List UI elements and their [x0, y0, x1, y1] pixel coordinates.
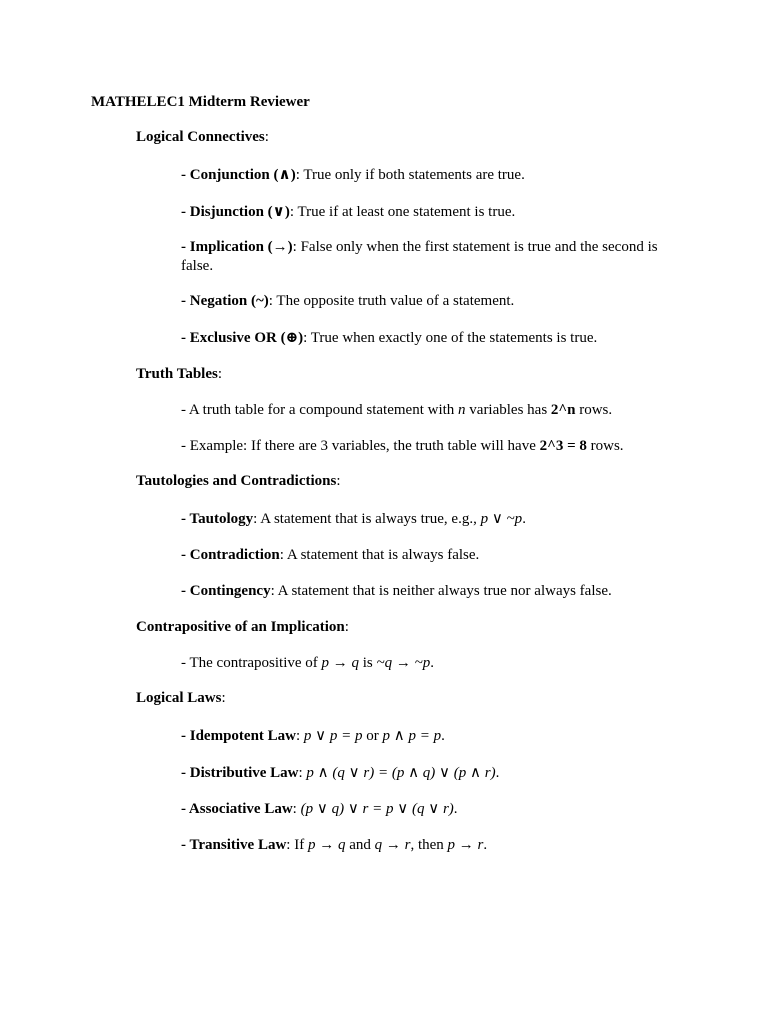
formula: p → q [307, 837, 346, 853]
item-conjunction [181, 166, 671, 185]
item-tautology [181, 510, 671, 529]
section-heading-contrapositive [136, 619, 349, 636]
formula: p ∨ p = p [303, 728, 363, 744]
formula: p ∧ p = p [382, 728, 442, 744]
item-text: variables has [465, 402, 551, 418]
item-text: . [430, 655, 435, 671]
item-exclusive-or [181, 329, 671, 348]
variable: n [458, 402, 466, 418]
item-label: - Conjunction (∧) [181, 167, 296, 183]
formula: p → r [447, 837, 484, 853]
item-text: . [483, 837, 488, 853]
formula: 2^n [550, 402, 576, 418]
formula: q → r [374, 837, 411, 853]
item-label: - Negation (~) [181, 293, 269, 309]
item-idempotent-law [181, 727, 671, 746]
item-text: : True only if both statements are true. [295, 167, 525, 183]
item-truth-table-rows [181, 401, 671, 420]
section-heading-logical-laws [136, 690, 226, 707]
section-heading-tautologies [136, 473, 341, 490]
item-text: is [359, 655, 377, 671]
item-text: . [522, 511, 526, 527]
item-label: - Exclusive OR (⊕) [181, 330, 304, 346]
heading-text: Contrapositive of an Implication [136, 619, 345, 635]
item-text: - A truth table for a compound statement with [181, 402, 459, 418]
item-associative-law [181, 800, 671, 819]
item-contingency [181, 582, 671, 601]
item-label: - Contingency [181, 583, 271, 599]
item-text: . [441, 728, 445, 744]
item-contradiction [181, 546, 671, 565]
item-transitive-law [181, 836, 671, 855]
item-text: : False only when the first statement is true and the second is false. [181, 239, 658, 274]
heading-colon: : [344, 619, 349, 635]
heading-text: Logical Laws [136, 690, 222, 706]
formula: p ∧ (q ∨ r) = (p ∧ q) ∨ (p ∧ r) [306, 765, 496, 781]
item-text: : [298, 765, 307, 781]
item-implication [181, 238, 671, 276]
heading-text: Truth Tables [136, 366, 218, 382]
item-text: rows. [586, 438, 624, 454]
item-text: : A statement that is always true, e.g., [253, 511, 481, 527]
heading-colon: : [221, 690, 226, 706]
item-text: : True if at least one statement is true. [289, 204, 516, 220]
item-text: , then [410, 837, 448, 853]
item-label: - Idempotent Law [181, 728, 296, 744]
item-disjunction [181, 203, 671, 222]
item-text: rows. [575, 402, 613, 418]
item-text: - The contrapositive of [181, 655, 322, 671]
formula: 2^3 = 8 [539, 438, 587, 454]
item-label: - Transitive Law [181, 837, 287, 853]
item-text: - Example: If there are 3 variables, the truth table will have [181, 438, 540, 454]
heading-colon: : [336, 473, 341, 489]
item-text: or [362, 728, 383, 744]
section-heading-logical-connectives [136, 129, 269, 146]
item-label: - Contradiction [181, 547, 280, 563]
item-text: : [296, 728, 304, 744]
heading-colon: : [217, 366, 223, 382]
heading-text: Tautologies and Contradictions [136, 473, 337, 489]
item-label: - Distributive Law [181, 765, 299, 781]
section-heading-truth-tables [136, 366, 222, 383]
item-label: - Implication (→) [181, 239, 293, 255]
heading-colon: : [264, 129, 269, 145]
formula: ~q → ~p [376, 655, 431, 671]
formula: p → q [321, 655, 360, 671]
item-text: : A statement that is always false. [279, 547, 480, 563]
item-text: : A statement that is neither always true nor always false. [270, 583, 612, 599]
item-label: - Associative Law [181, 801, 293, 817]
document-title: MATHELEC1 Midterm Reviewer [91, 94, 310, 110]
heading-text: Logical Connectives [136, 129, 265, 145]
item-distributive-law [181, 764, 671, 783]
item-text: : [292, 801, 301, 817]
item-text: . [495, 765, 500, 781]
item-label: - Disjunction (∨) [181, 204, 290, 220]
item-contrapositive [181, 654, 671, 673]
item-text: . [453, 801, 458, 817]
item-label: - Tautology [181, 511, 254, 527]
formula: p ∨ ~p [480, 511, 523, 527]
item-text: : If [286, 837, 308, 853]
item-truth-table-example [181, 437, 671, 456]
formula: (p ∨ q) ∨ r = p ∨ (q ∨ r) [300, 801, 454, 817]
item-text: : True when exactly one of the statements is true. [303, 330, 598, 346]
item-text: and [345, 837, 375, 853]
item-negation [181, 292, 671, 311]
item-text: : The opposite truth value of a statement. [268, 293, 515, 309]
